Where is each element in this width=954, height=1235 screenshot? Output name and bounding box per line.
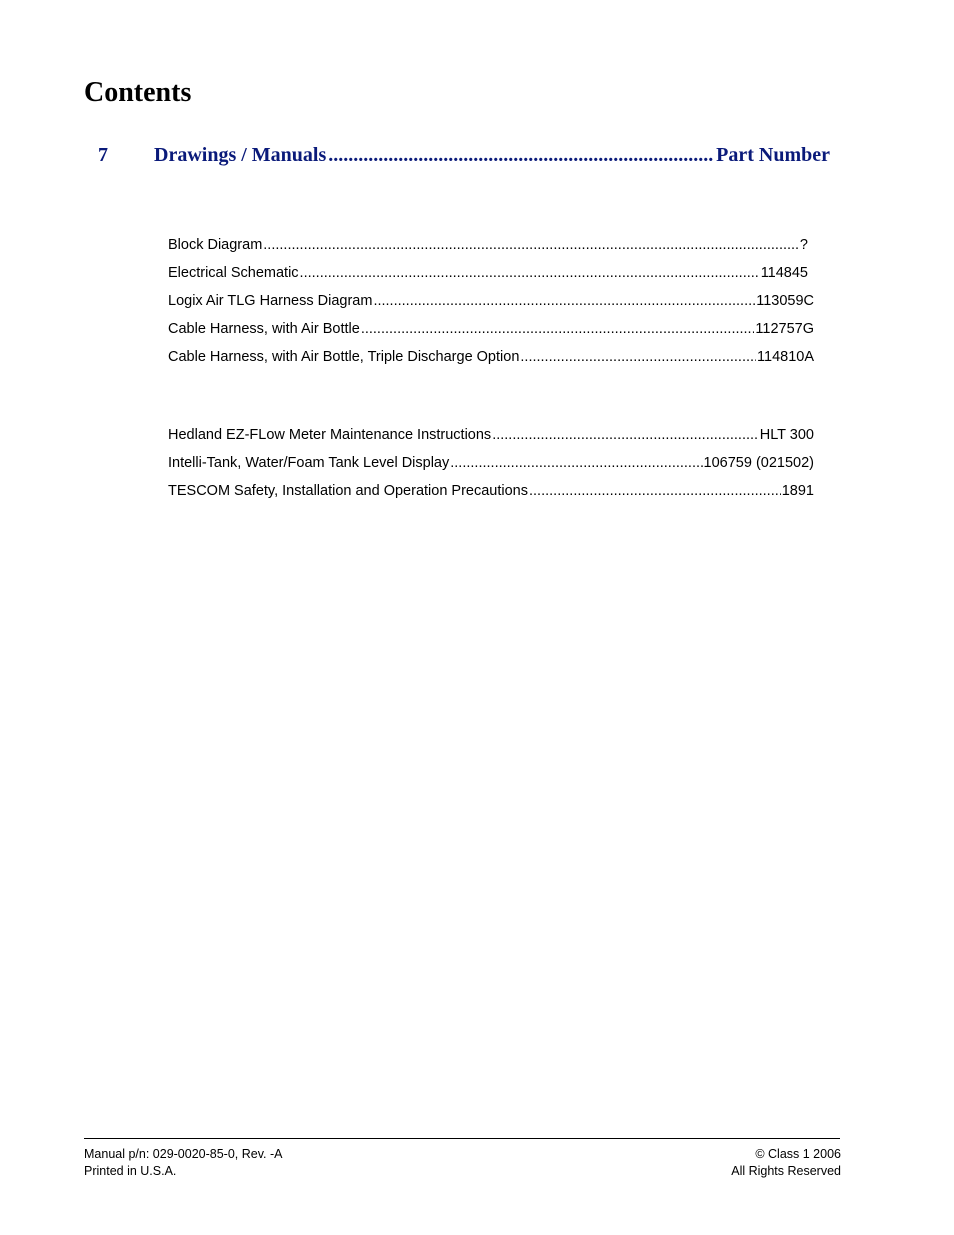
toc-entry[interactable] (168, 343, 814, 371)
rights-reserved: All Rights Reserved (731, 1164, 841, 1178)
printed-in: Printed in U.S.A. (84, 1164, 177, 1178)
toc-entry-label: Logix Air TLG Harness Diagram (168, 293, 373, 309)
toc-entry-value: 113059C (756, 293, 814, 309)
toc-entry-label: Cable Harness, with Air Bottle (168, 321, 360, 337)
copyright: © Class 1 2006 (755, 1147, 841, 1161)
dot-leader (529, 477, 781, 505)
dot-leader (263, 231, 799, 259)
toc-entry[interactable] (168, 449, 814, 477)
dot-leader (373, 287, 755, 315)
section-number: 7 (98, 144, 108, 166)
dot-leader (361, 315, 755, 343)
manual-part-number: Manual p/n: 029-0020-85-0, Rev. -A (84, 1147, 283, 1161)
footer-left (84, 1146, 283, 1180)
toc-entry[interactable] (168, 287, 814, 315)
dot-leader (328, 142, 714, 168)
dot-leader (450, 449, 702, 477)
dot-leader (520, 343, 756, 371)
footer-divider (84, 1138, 840, 1139)
toc-entry[interactable] (168, 477, 814, 505)
manuals-list (168, 421, 814, 505)
toc-entry-label: Intelli-Tank, Water/Foam Tank Level Display (168, 455, 450, 471)
toc-entry[interactable] (168, 421, 814, 449)
section-label: Drawings / Manuals (154, 144, 327, 166)
drawings-list (168, 231, 814, 371)
toc-entry[interactable] (168, 259, 814, 287)
toc-entry-label: Block Diagram (168, 237, 263, 253)
toc-entry-label: Hedland EZ-FLow Meter Maintenance Instructions (168, 427, 492, 443)
toc-entry-value: 106759 (021502) (703, 455, 814, 471)
toc-entry-value: 1891 (781, 483, 814, 499)
dot-leader (300, 259, 760, 287)
toc-entry-label: TESCOM Safety, Installation and Operation Precautions (168, 483, 528, 499)
toc-entry[interactable] (168, 315, 814, 343)
toc-entry-value: 114810A (757, 349, 814, 365)
page-title: Contents (84, 77, 192, 108)
section-right-label: Part Number (716, 144, 830, 166)
toc-entry-value: HLT 300 (759, 427, 814, 443)
toc-entry-value: 114845 (760, 265, 808, 281)
toc-entry-label: Electrical Schematic (168, 265, 299, 281)
toc-entry-value: 112757G (755, 321, 814, 337)
toc-entry-label: Cable Harness, with Air Bottle, Triple Discharge Option (168, 349, 520, 365)
toc-entry[interactable] (168, 231, 814, 259)
footer-right (731, 1146, 841, 1180)
dot-leader (492, 421, 759, 449)
section-heading[interactable] (98, 142, 830, 168)
toc-entry-value: ? (799, 237, 808, 253)
